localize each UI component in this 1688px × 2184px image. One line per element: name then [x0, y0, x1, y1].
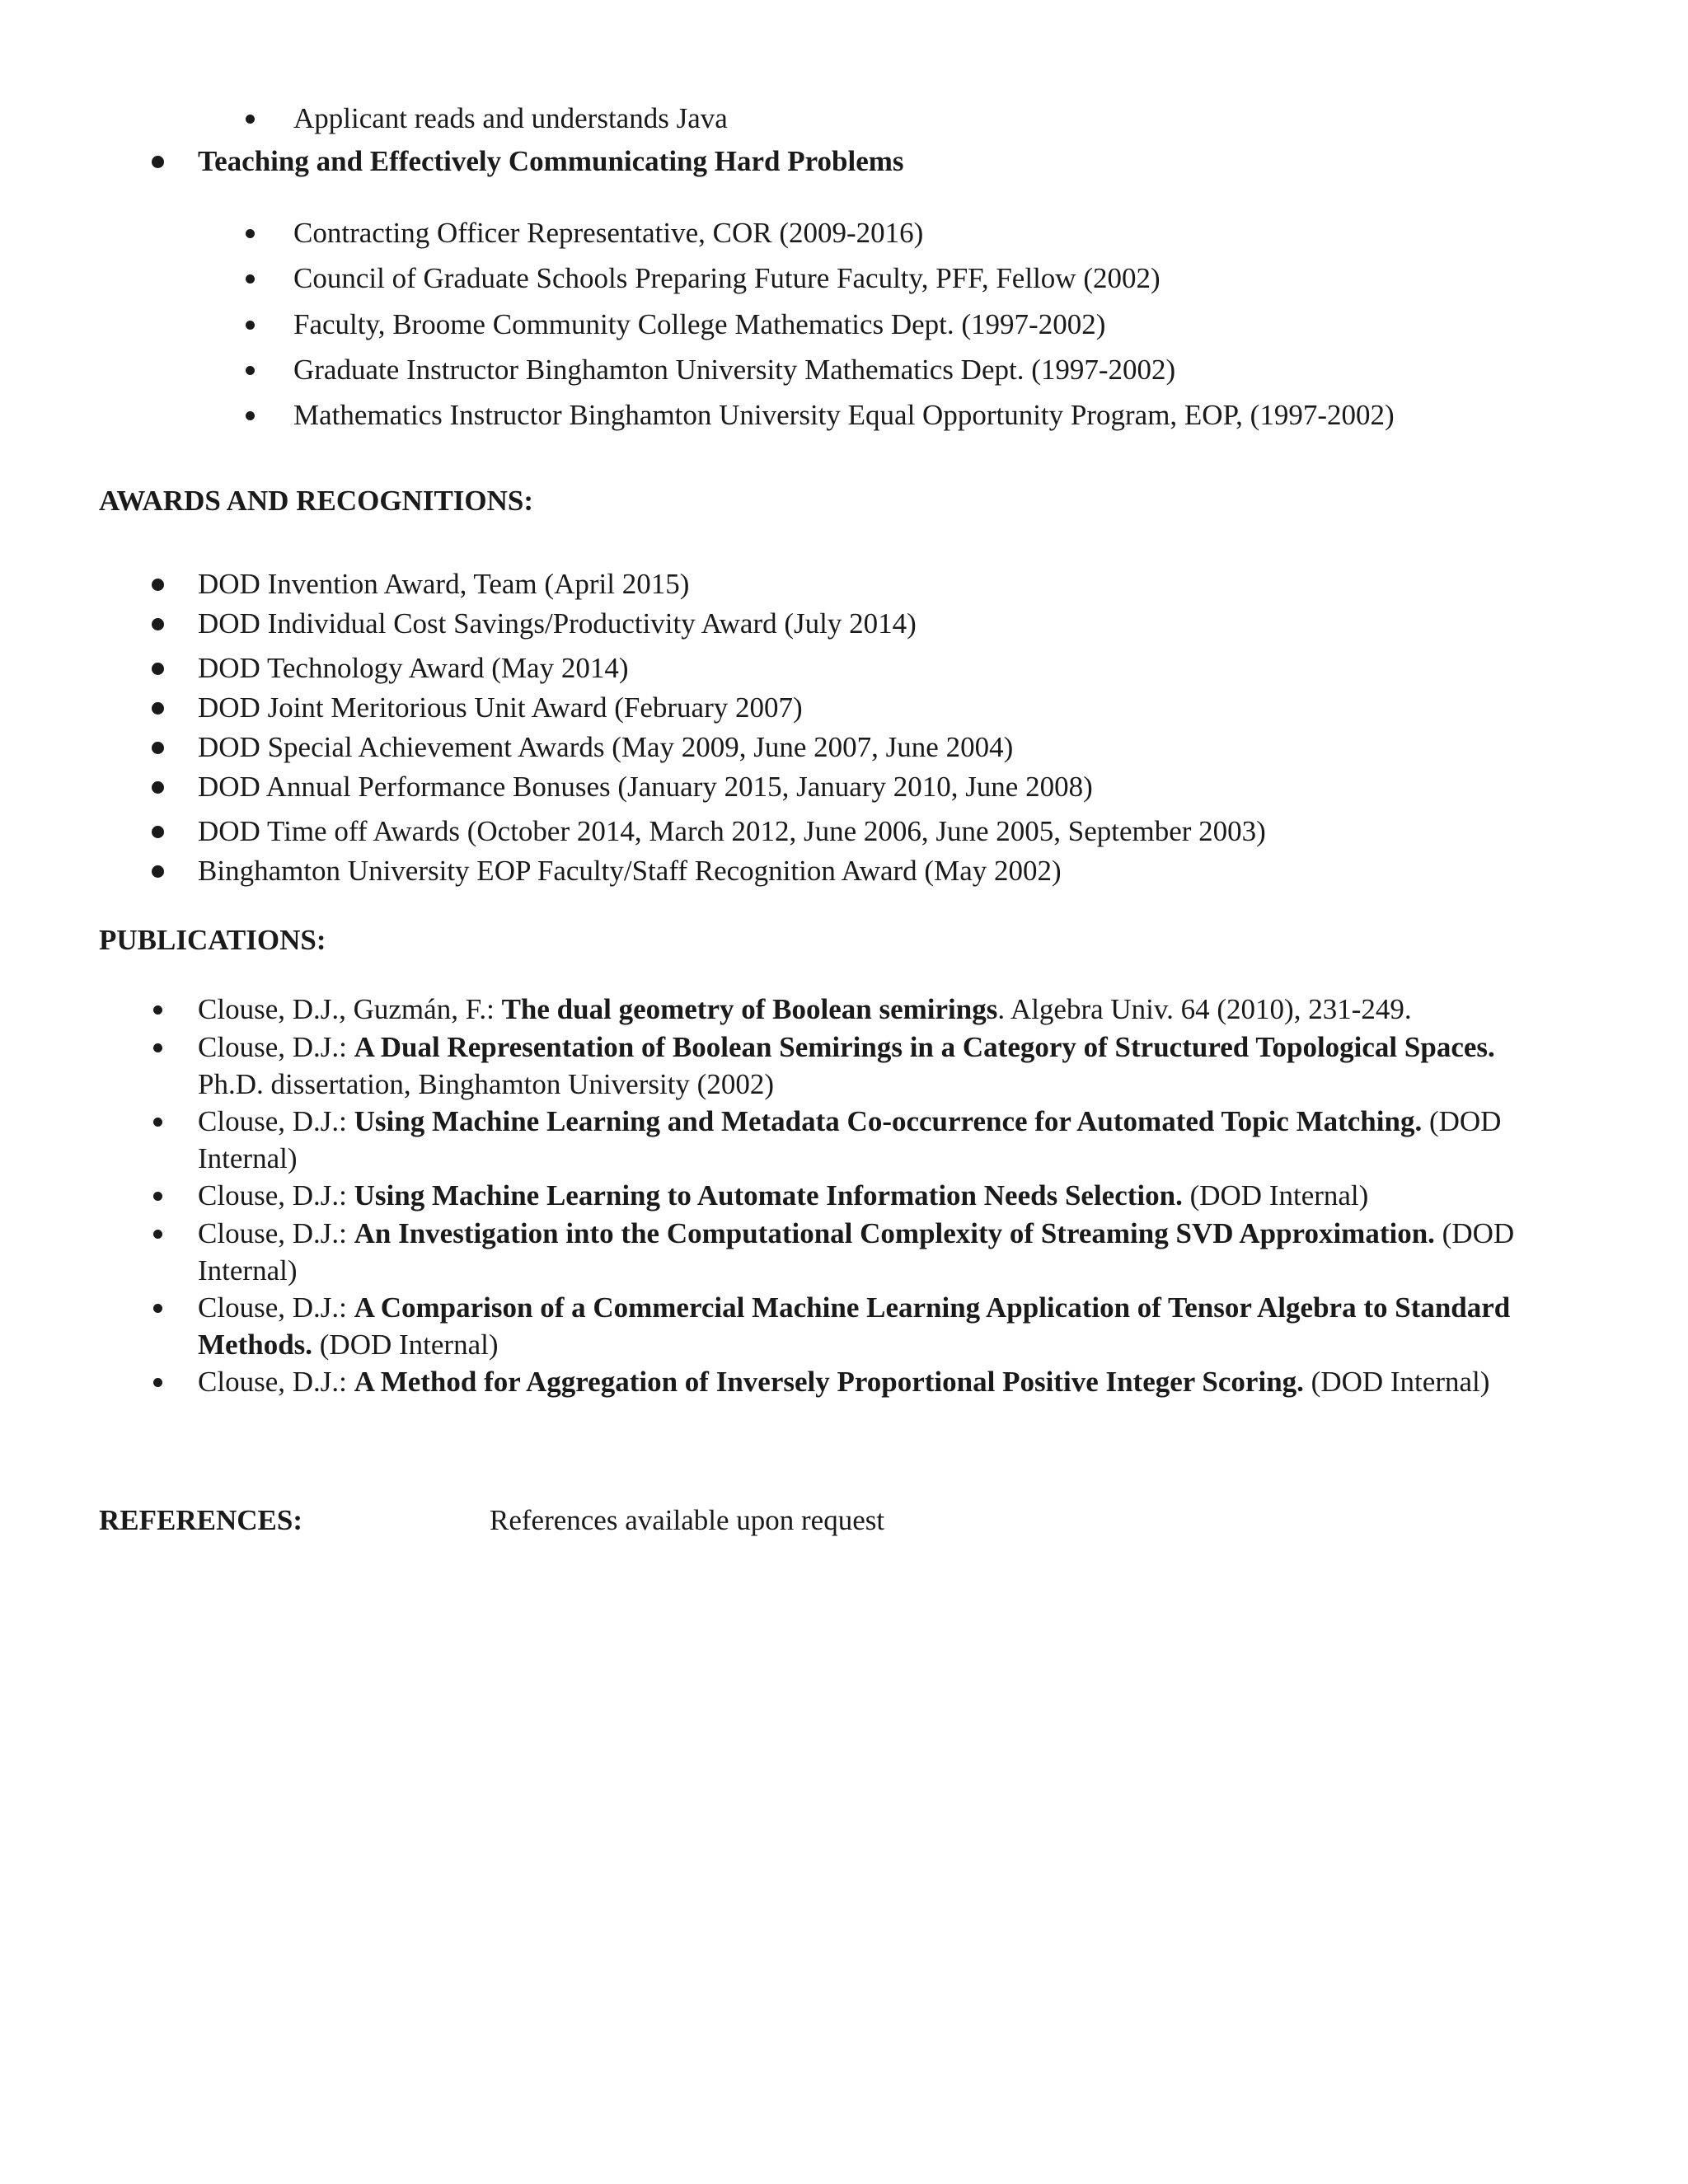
publication-title: An Investigation into the Computational Complexity of Streaming SVD Approximation. [354, 1217, 1435, 1249]
bullet-icon [153, 1378, 162, 1387]
bullet-icon [153, 1005, 162, 1015]
bullet-icon [152, 663, 164, 675]
bullet-icon [153, 1043, 162, 1052]
publication-item [198, 1363, 1550, 1400]
publication-authors: Clouse, D.J.: [198, 1105, 354, 1137]
bullet-icon [246, 274, 255, 284]
awards-heading: AWARDS AND RECOGNITIONS: [99, 485, 534, 517]
bullet-icon [152, 781, 164, 794]
bullet-icon [246, 366, 255, 375]
publication-item [198, 1029, 1550, 1103]
references-heading: REFERENCES: [99, 1504, 302, 1536]
publication-details: (DOD Internal) [198, 1105, 1502, 1174]
bullet-icon [246, 229, 255, 238]
award-item: DOD Joint Meritorious Unit Award (February 2007) [198, 691, 803, 724]
teaching-item: Graduate Instructor Binghamton University Mathematics Dept. (1997-2002) [293, 354, 1176, 386]
award-item: Binghamton University EOP Faculty/Staff Recognition Award (May 2002) [198, 855, 1062, 887]
award-item: DOD Technology Award (May 2014) [198, 652, 629, 684]
publication-item [198, 991, 1550, 1028]
publication-title: The dual geometry of Boolean semirings [501, 993, 998, 1025]
teaching-item: Mathematics Instructor Binghamton University Equal Opportunity Program, EOP, (1997-2002) [293, 399, 1395, 431]
award-item: DOD Invention Award, Team (April 2015) [198, 568, 690, 600]
publication-item [198, 1103, 1550, 1177]
publication-item [198, 1177, 1550, 1214]
award-item: DOD Special Achievement Awards (May 2009, June 2007, June 2004) [198, 731, 1014, 763]
award-item: DOD Annual Performance Bonuses (January 2015, January 2010, June 2008) [198, 771, 1093, 803]
bullet-icon [153, 1118, 162, 1127]
publication-authors: Clouse, D.J.: [198, 1217, 354, 1249]
bullet-icon [246, 411, 255, 420]
bullet-icon [152, 579, 164, 591]
publication-authors: Clouse, D.J.: [198, 1031, 354, 1063]
publication-item [198, 1215, 1550, 1289]
java-item: Applicant reads and understands Java [293, 102, 728, 134]
bullet-icon [152, 826, 164, 838]
publication-item [198, 1289, 1550, 1363]
bullet-icon [153, 1192, 162, 1201]
teaching-item: Faculty, Broome Community College Mathematics Dept. (1997-2002) [293, 308, 1106, 340]
bullet-icon [153, 1304, 162, 1313]
bullet-icon [153, 1230, 162, 1239]
publication-details: Ph.D. dissertation, Binghamton University (2002) [198, 1068, 774, 1100]
references-text: References available upon request [490, 1504, 885, 1536]
bullet-icon [152, 865, 164, 878]
teaching-item: Council of Graduate Schools Preparing Future Faculty, PFF, Fellow (2002) [293, 262, 1160, 294]
publication-details: . Algebra Univ. 64 (2010), 231-249. [997, 993, 1412, 1025]
publication-details: (DOD Internal) [1182, 1179, 1369, 1212]
publication-authors: Clouse, D.J.: [198, 1179, 354, 1212]
publication-title: Using Machine Learning to Automate Information Needs Selection. [354, 1179, 1183, 1212]
publication-authors: Clouse, D.J., Guzmán, F.: [198, 993, 502, 1025]
bullet-icon [152, 618, 164, 630]
publication-title: Using Machine Learning and Metadata Co-occurrence for Automated Topic Matching. [354, 1105, 1423, 1137]
bullet-icon [152, 702, 164, 715]
publication-authors: Clouse, D.J.: [198, 1291, 354, 1324]
publication-details: (DOD Internal) [312, 1329, 499, 1361]
bullet-icon [246, 321, 255, 330]
publications-heading: PUBLICATIONS: [99, 924, 326, 956]
publication-title: A Dual Representation of Boolean Semirings in a Category of Structured Topological Spaces. [354, 1031, 1495, 1063]
publication-details: (DOD Internal) [198, 1217, 1515, 1286]
publication-authors: Clouse, D.J.: [198, 1366, 354, 1398]
publication-title: A Comparison of a Commercial Machine Learning Application of Tensor Algebra to Standard Methods. [198, 1291, 1511, 1361]
publication-details: (DOD Internal) [1303, 1366, 1490, 1398]
award-item: DOD Individual Cost Savings/Productivity Award (July 2014) [198, 607, 917, 640]
award-item: DOD Time off Awards (October 2014, March 2012, June 2006, June 2005, September 2003) [198, 815, 1266, 847]
bullet-icon [246, 115, 255, 124]
publication-title: A Method for Aggregation of Inversely Proportional Positive Integer Scoring. [354, 1366, 1304, 1398]
teaching-heading: Teaching and Effectively Communicating Hard Problems [198, 145, 904, 177]
bullet-icon [152, 156, 164, 168]
bullet-icon [152, 742, 164, 754]
teaching-item: Contracting Officer Representative, COR (2009-2016) [293, 217, 924, 249]
